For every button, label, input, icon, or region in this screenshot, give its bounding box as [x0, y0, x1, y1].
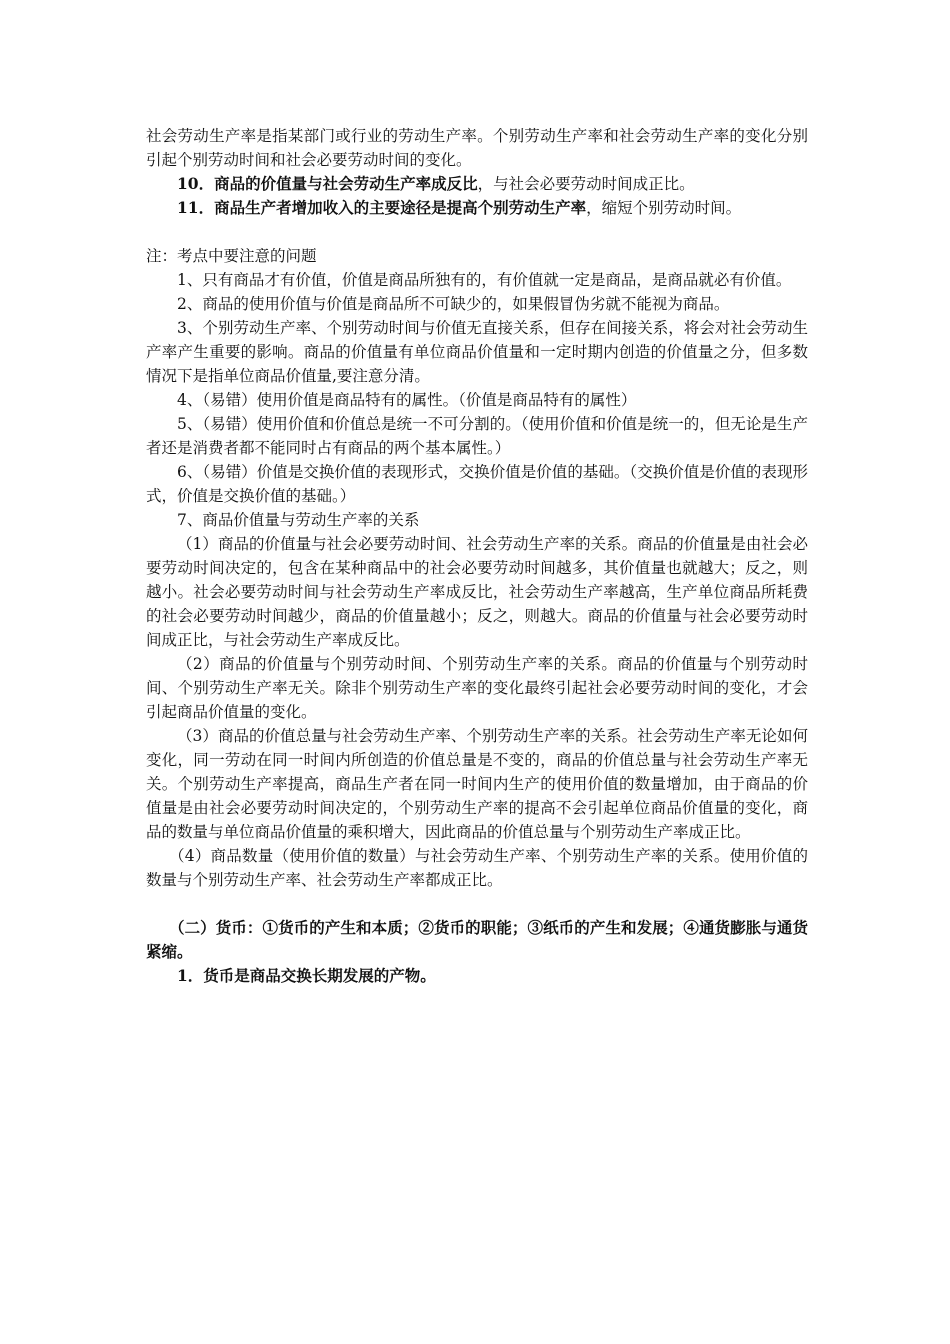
body-text: 注：考点中要注意的问题 — [146, 247, 317, 265]
bold-text: 11．商品生产者增加收入的主要途径是提高个别劳动生产率 — [177, 198, 587, 217]
paragraph — [146, 916, 808, 964]
body-text: （1）商品的价值量与社会必要劳动时间、社会劳动生产率的关系。商品的价值量是由社会必要劳动时间决定的，包含在某种商品中的社会必要劳动时间越多，其价值量也就越大；反之，则越小。社会必要劳动时间与社会劳动生产率成反比，社会劳动生产率越高，生产单位商品所耗费的社会必要劳动时间越少，商品的价值量越小；反之，则越大。商品的价值量与社会必要劳动时间成正比，与社会劳动生产率成反比。 — [146, 535, 808, 649]
body-text: （2）商品的价值量与个别劳动时间、个别劳动生产率的关系。商品的价值量与个别劳动时间、个别劳动生产率无关。除非个别劳动生产率的变化最终引起社会必要劳动时间的变化，才会引起商品价值量的变化。 — [146, 655, 808, 721]
body-text: （4）商品数量（使用价值的数量）与社会劳动生产率、个别劳动生产率的关系。使用价值的数量与个别劳动生产率、社会劳动生产率都成正比。 — [146, 847, 808, 889]
paragraph — [146, 964, 808, 988]
body-text: ，与社会必要劳动时间成正比。 — [477, 175, 695, 193]
bold-text: 1．货币是商品交换长期发展的产物。 — [177, 966, 436, 985]
paragraph — [146, 172, 808, 196]
bold-text: （二）货币：①货币的产生和本质；②货币的职能；③纸币的产生和发展；④通货膨胀与通货紧缩。 — [146, 918, 808, 961]
body-text: 社会劳动生产率是指某部门或行业的劳动生产率。个别劳动生产率和社会劳动生产率的变化分别引起个别劳动时间和社会必要劳动时间的变化。 — [146, 127, 808, 169]
body-text: 7、商品价值量与劳动生产率的关系 — [177, 511, 420, 529]
body-text: 3、个别劳动生产率、个别劳动时间与价值无直接关系，但存在间接关系，将会对社会劳动生产率产生重要的影响。商品的价值量有单位商品价值量和一定时期内创造的价值量之分，但多数情况下是指单位商品价值量,要注意分清。 — [146, 319, 808, 385]
bold-text: 10．商品的价值量与社会劳动生产率成反比 — [177, 174, 478, 193]
paragraph — [146, 652, 808, 724]
body-text: ，缩短个别劳动时间。 — [586, 199, 742, 217]
paragraph — [146, 124, 808, 172]
paragraph — [146, 412, 808, 460]
body-text: 2、商品的使用价值与价值是商品所不可缺少的，如果假冒伪劣就不能视为商品。 — [177, 295, 730, 313]
paragraph — [146, 844, 808, 892]
body-text: （3）商品的价值总量与社会劳动生产率、个别劳动生产率的关系。社会劳动生产率无论如何变化，同一劳动在同一时间内所创造的价值总量是不变的，商品的价值总量与社会劳动生产率无关。个别劳动生产率提高，商品生产者在同一时间内生产的使用价值的数量增加，由于商品的价值量是由社会必要劳动时间决定的，个别劳动生产率的提高不会引起单位商品价值量的变化，商品的数量与单位商品价值量的乘积增大，因此商品的价值总量与个别劳动生产率成正比。 — [146, 727, 808, 841]
paragraph — [146, 268, 808, 292]
paragraph — [146, 508, 808, 532]
paragraph — [146, 292, 808, 316]
paragraph — [146, 460, 808, 508]
body-text: 4、（易错）使用价值是商品特有的属性。（价值是商品特有的属性） — [177, 391, 637, 409]
paragraph — [146, 532, 808, 652]
paragraph — [146, 724, 808, 844]
body-text: 5、（易错）使用价值和价值总是统一不可分割的。（使用价值和价值是统一的，但无论是生产者还是消费者都不能同时占有商品的两个基本属性。） — [146, 415, 808, 457]
paragraph-gap — [146, 220, 808, 244]
body-text: 6、（易错）价值是交换价值的表现形式，交换价值是价值的基础。（交换价值是价值的表现形式，价值是交换价值的基础。） — [146, 463, 808, 505]
document-page — [146, 124, 808, 988]
body-text: 1、只有商品才有价值，价值是商品所独有的，有价值就一定是商品，是商品就必有价值。 — [177, 271, 792, 289]
paragraph — [146, 244, 808, 268]
paragraph — [146, 196, 808, 220]
paragraph — [146, 316, 808, 388]
paragraph — [146, 388, 808, 412]
paragraph-gap — [146, 892, 808, 916]
